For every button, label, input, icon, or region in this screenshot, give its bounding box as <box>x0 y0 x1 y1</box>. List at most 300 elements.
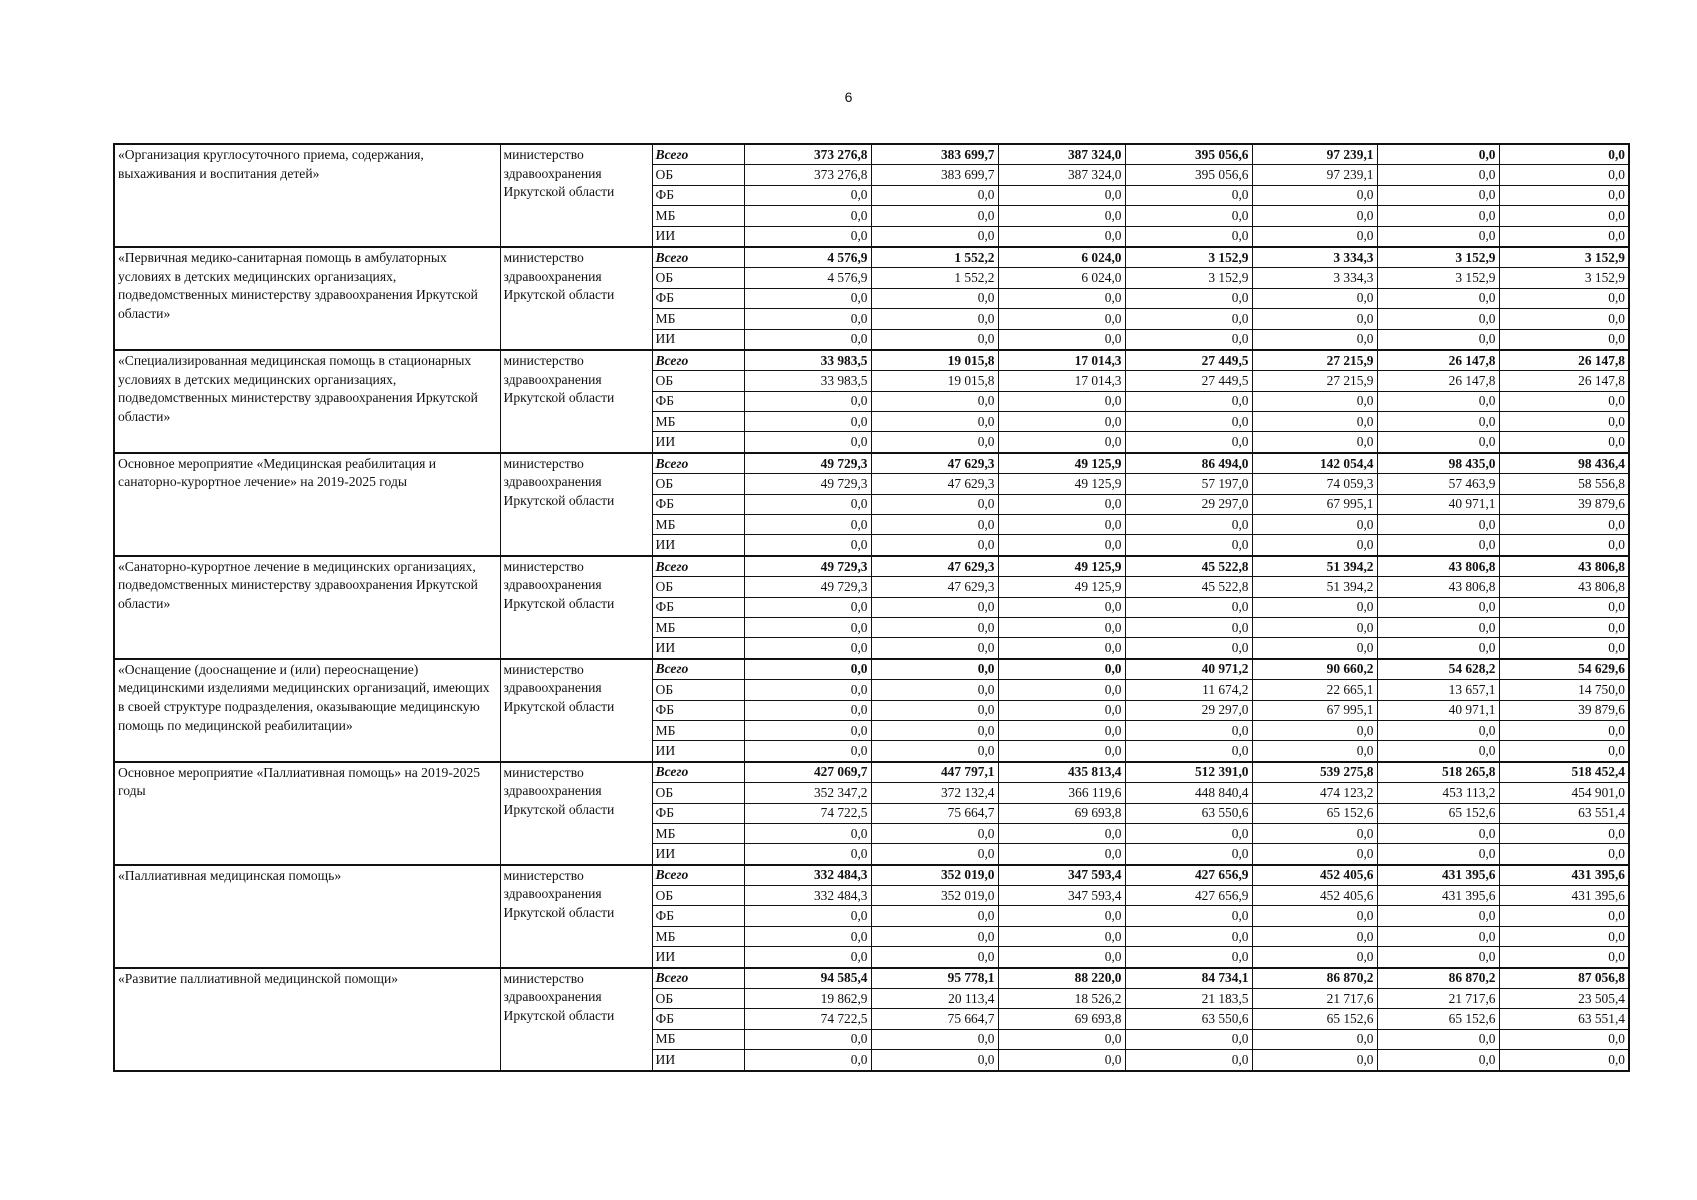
amount-cell: 0,0 <box>1252 309 1377 329</box>
funding-source: ИИ <box>652 226 744 247</box>
amount-cell: 27 449,5 <box>1125 350 1252 371</box>
budget-table <box>113 143 1630 1072</box>
amount-cell: 86 870,2 <box>1377 968 1499 989</box>
amount-cell: 0,0 <box>871 329 998 350</box>
funding-source: ОБ <box>652 474 744 494</box>
amount-cell: 33 983,5 <box>744 371 871 391</box>
amount-cell: 47 629,3 <box>871 474 998 494</box>
amount-cell: 383 699,7 <box>871 165 998 185</box>
amount-cell: 47 629,3 <box>871 577 998 597</box>
amount-cell: 0,0 <box>998 288 1125 308</box>
amount-cell: 0,0 <box>998 391 1125 411</box>
amount-cell: 27 215,9 <box>1252 350 1377 371</box>
table-row <box>114 247 1629 268</box>
funding-source: Всего <box>652 762 744 783</box>
amount-cell: 3 152,9 <box>1499 268 1629 288</box>
funding-source: ФБ <box>652 185 744 205</box>
amount-cell: 3 152,9 <box>1125 247 1252 268</box>
funding-source: ФБ <box>652 906 744 926</box>
amount-cell: 67 995,1 <box>1252 700 1377 720</box>
amount-cell: 1 552,2 <box>871 268 998 288</box>
amount-cell: 518 452,4 <box>1499 762 1629 783</box>
amount-cell: 0,0 <box>1252 515 1377 535</box>
amount-cell: 88 220,0 <box>998 968 1125 989</box>
amount-cell: 29 297,0 <box>1125 700 1252 720</box>
amount-cell: 0,0 <box>1252 720 1377 740</box>
funding-source: ИИ <box>652 638 744 659</box>
amount-cell: 0,0 <box>1377 515 1499 535</box>
amount-cell: 51 394,2 <box>1252 556 1377 577</box>
amount-cell: 0,0 <box>744 741 871 762</box>
amount-cell: 49 729,3 <box>744 453 871 474</box>
amount-cell: 387 324,0 <box>998 165 1125 185</box>
amount-cell: 17 014,3 <box>998 371 1125 391</box>
amount-cell: 0,0 <box>1499 165 1629 185</box>
amount-cell: 0,0 <box>1377 329 1499 350</box>
amount-cell: 0,0 <box>744 700 871 720</box>
amount-cell: 0,0 <box>1125 185 1252 205</box>
amount-cell: 65 152,6 <box>1252 1009 1377 1029</box>
table-row <box>114 144 1629 165</box>
funding-source: МБ <box>652 515 744 535</box>
amount-cell: 95 778,1 <box>871 968 998 989</box>
amount-cell: 0,0 <box>871 206 998 226</box>
funding-source: Всего <box>652 659 744 680</box>
amount-cell: 0,0 <box>1499 535 1629 556</box>
funding-source: МБ <box>652 720 744 740</box>
amount-cell: 39 879,6 <box>1499 494 1629 514</box>
amount-cell: 0,0 <box>744 535 871 556</box>
amount-cell: 0,0 <box>1377 206 1499 226</box>
amount-cell: 0,0 <box>1125 535 1252 556</box>
amount-cell: 6 024,0 <box>998 268 1125 288</box>
amount-cell: 43 806,8 <box>1499 577 1629 597</box>
amount-cell: 0,0 <box>1252 288 1377 308</box>
amount-cell: 3 152,9 <box>1499 247 1629 268</box>
amount-cell: 0,0 <box>1499 288 1629 308</box>
amount-cell: 431 395,6 <box>1377 886 1499 906</box>
amount-cell: 17 014,3 <box>998 350 1125 371</box>
executor-name: министерство здравоохранения Иркутской области <box>500 865 652 968</box>
amount-cell: 332 484,3 <box>744 886 871 906</box>
amount-cell: 23 505,4 <box>1499 989 1629 1009</box>
amount-cell: 18 526,2 <box>998 989 1125 1009</box>
amount-cell: 0,0 <box>1377 144 1499 165</box>
table-row <box>114 659 1629 680</box>
amount-cell: 0,0 <box>1125 947 1252 968</box>
amount-cell: 0,0 <box>1499 226 1629 247</box>
amount-cell: 3 152,9 <box>1377 268 1499 288</box>
amount-cell: 0,0 <box>1499 515 1629 535</box>
amount-cell: 0,0 <box>1499 432 1629 453</box>
amount-cell: 0,0 <box>744 391 871 411</box>
amount-cell: 0,0 <box>1499 144 1629 165</box>
amount-cell: 0,0 <box>1125 206 1252 226</box>
amount-cell: 0,0 <box>998 1050 1125 1071</box>
amount-cell: 0,0 <box>1252 823 1377 843</box>
amount-cell: 435 813,4 <box>998 762 1125 783</box>
amount-cell: 97 239,1 <box>1252 165 1377 185</box>
amount-cell: 0,0 <box>1499 844 1629 865</box>
amount-cell: 0,0 <box>998 906 1125 926</box>
amount-cell: 0,0 <box>998 700 1125 720</box>
amount-cell: 43 806,8 <box>1499 556 1629 577</box>
amount-cell: 19 015,8 <box>871 371 998 391</box>
amount-cell: 75 664,7 <box>871 1009 998 1029</box>
amount-cell: 0,0 <box>744 412 871 432</box>
amount-cell: 0,0 <box>1252 844 1377 865</box>
amount-cell: 0,0 <box>998 412 1125 432</box>
amount-cell: 0,0 <box>998 617 1125 637</box>
amount-cell: 75 664,7 <box>871 803 998 823</box>
funding-source: ОБ <box>652 165 744 185</box>
amount-cell: 0,0 <box>1499 741 1629 762</box>
amount-cell: 0,0 <box>871 906 998 926</box>
amount-cell: 0,0 <box>1499 638 1629 659</box>
amount-cell: 512 391,0 <box>1125 762 1252 783</box>
amount-cell: 518 265,8 <box>1377 762 1499 783</box>
amount-cell: 0,0 <box>871 185 998 205</box>
funding-source: ИИ <box>652 844 744 865</box>
amount-cell: 0,0 <box>871 617 998 637</box>
amount-cell: 0,0 <box>998 1029 1125 1049</box>
executor-name: министерство здравоохранения Иркутской области <box>500 556 652 659</box>
amount-cell: 97 239,1 <box>1252 144 1377 165</box>
amount-cell: 395 056,6 <box>1125 165 1252 185</box>
amount-cell: 0,0 <box>1499 185 1629 205</box>
amount-cell: 43 806,8 <box>1377 577 1499 597</box>
amount-cell: 372 132,4 <box>871 783 998 803</box>
amount-cell: 352 019,0 <box>871 886 998 906</box>
amount-cell: 26 147,8 <box>1499 371 1629 391</box>
amount-cell: 49 125,9 <box>998 577 1125 597</box>
amount-cell: 4 576,9 <box>744 247 871 268</box>
amount-cell: 395 056,6 <box>1125 144 1252 165</box>
funding-source: ИИ <box>652 1050 744 1071</box>
amount-cell: 0,0 <box>1252 226 1377 247</box>
amount-cell: 40 971,1 <box>1377 700 1499 720</box>
amount-cell: 0,0 <box>1377 309 1499 329</box>
amount-cell: 0,0 <box>1125 720 1252 740</box>
funding-source: ИИ <box>652 432 744 453</box>
amount-cell: 0,0 <box>998 823 1125 843</box>
amount-cell: 0,0 <box>998 185 1125 205</box>
amount-cell: 90 660,2 <box>1252 659 1377 680</box>
amount-cell: 0,0 <box>871 844 998 865</box>
amount-cell: 0,0 <box>1499 1050 1629 1071</box>
amount-cell: 0,0 <box>1125 617 1252 637</box>
amount-cell: 427 656,9 <box>1125 865 1252 886</box>
amount-cell: 39 879,6 <box>1499 700 1629 720</box>
amount-cell: 94 585,4 <box>744 968 871 989</box>
activity-name: Основное мероприятие «Медицинская реабилитация и санаторно-курортное лечение» на 2019-2025 годы <box>114 453 500 556</box>
amount-cell: 40 971,1 <box>1377 494 1499 514</box>
amount-cell: 0,0 <box>871 391 998 411</box>
amount-cell: 49 729,3 <box>744 556 871 577</box>
amount-cell: 0,0 <box>744 185 871 205</box>
amount-cell: 0,0 <box>998 515 1125 535</box>
amount-cell: 49 125,9 <box>998 453 1125 474</box>
amount-cell: 427 656,9 <box>1125 886 1252 906</box>
amount-cell: 86 870,2 <box>1252 968 1377 989</box>
amount-cell: 0,0 <box>998 741 1125 762</box>
funding-source: Всего <box>652 865 744 886</box>
amount-cell: 74 722,5 <box>744 1009 871 1029</box>
amount-cell: 0,0 <box>744 947 871 968</box>
executor-name: министерство здравоохранения Иркутской области <box>500 247 652 350</box>
amount-cell: 69 693,8 <box>998 1009 1125 1029</box>
amount-cell: 0,0 <box>1125 906 1252 926</box>
amount-cell: 0,0 <box>744 659 871 680</box>
table-row <box>114 762 1629 783</box>
table-row <box>114 556 1629 577</box>
amount-cell: 69 693,8 <box>998 803 1125 823</box>
activity-name: «Первичная медико-санитарная помощь в амбулаторных условиях в детских медицинских организациях, подведомственных министерству здравоохранения Иркутской области» <box>114 247 500 350</box>
amount-cell: 0,0 <box>1125 391 1252 411</box>
amount-cell: 21 717,6 <box>1377 989 1499 1009</box>
amount-cell: 0,0 <box>1125 226 1252 247</box>
amount-cell: 0,0 <box>1377 617 1499 637</box>
amount-cell: 0,0 <box>871 680 998 700</box>
amount-cell: 0,0 <box>998 535 1125 556</box>
amount-cell: 0,0 <box>1252 906 1377 926</box>
amount-cell: 0,0 <box>998 844 1125 865</box>
funding-source: МБ <box>652 309 744 329</box>
amount-cell: 0,0 <box>744 309 871 329</box>
amount-cell: 0,0 <box>1377 185 1499 205</box>
amount-cell: 49 729,3 <box>744 474 871 494</box>
funding-source: ОБ <box>652 886 744 906</box>
amount-cell: 0,0 <box>744 432 871 453</box>
amount-cell: 0,0 <box>871 432 998 453</box>
amount-cell: 0,0 <box>1377 288 1499 308</box>
table-body <box>114 144 1629 1071</box>
amount-cell: 448 840,4 <box>1125 783 1252 803</box>
amount-cell: 87 056,8 <box>1499 968 1629 989</box>
amount-cell: 0,0 <box>744 329 871 350</box>
amount-cell: 0,0 <box>744 1050 871 1071</box>
amount-cell: 0,0 <box>744 226 871 247</box>
amount-cell: 0,0 <box>744 617 871 637</box>
amount-cell: 0,0 <box>1499 329 1629 350</box>
amount-cell: 0,0 <box>1125 432 1252 453</box>
amount-cell: 0,0 <box>1252 741 1377 762</box>
amount-cell: 0,0 <box>1252 391 1377 411</box>
amount-cell: 0,0 <box>744 844 871 865</box>
amount-cell: 63 550,6 <box>1125 803 1252 823</box>
amount-cell: 0,0 <box>1499 1029 1629 1049</box>
amount-cell: 33 983,5 <box>744 350 871 371</box>
amount-cell: 0,0 <box>1252 412 1377 432</box>
amount-cell: 0,0 <box>998 494 1125 514</box>
funding-source: ФБ <box>652 1009 744 1029</box>
amount-cell: 0,0 <box>1125 638 1252 659</box>
amount-cell: 0,0 <box>1125 412 1252 432</box>
funding-source: ФБ <box>652 597 744 617</box>
amount-cell: 27 449,5 <box>1125 371 1252 391</box>
funding-source: МБ <box>652 412 744 432</box>
amount-cell: 58 556,8 <box>1499 474 1629 494</box>
activity-name: «Организация круглосуточного приема, содержания, выхаживания и воспитания детей» <box>114 144 500 247</box>
amount-cell: 427 069,7 <box>744 762 871 783</box>
amount-cell: 4 576,9 <box>744 268 871 288</box>
table-row <box>114 453 1629 474</box>
amount-cell: 0,0 <box>744 823 871 843</box>
amount-cell: 0,0 <box>1252 432 1377 453</box>
amount-cell: 57 197,0 <box>1125 474 1252 494</box>
executor-name: министерство здравоохранения Иркутской области <box>500 659 652 762</box>
amount-cell: 352 347,2 <box>744 783 871 803</box>
amount-cell: 27 215,9 <box>1252 371 1377 391</box>
amount-cell: 0,0 <box>1377 741 1499 762</box>
amount-cell: 0,0 <box>1125 741 1252 762</box>
amount-cell: 19 015,8 <box>871 350 998 371</box>
amount-cell: 74 059,3 <box>1252 474 1377 494</box>
amount-cell: 0,0 <box>1252 1029 1377 1049</box>
amount-cell: 0,0 <box>871 494 998 514</box>
activity-name: «Оснащение (дооснащение и (или) переоснащение) медицинскими изделиями медицинских организаций, имеющих в своей структуре подразделения, оказывающие медицинскую помощь по медицинской реабилитации» <box>114 659 500 762</box>
amount-cell: 0,0 <box>998 206 1125 226</box>
table-row <box>114 968 1629 989</box>
amount-cell: 63 551,4 <box>1499 1009 1629 1029</box>
amount-cell: 0,0 <box>998 638 1125 659</box>
amount-cell: 142 054,4 <box>1252 453 1377 474</box>
amount-cell: 0,0 <box>1377 412 1499 432</box>
amount-cell: 51 394,2 <box>1252 577 1377 597</box>
amount-cell: 0,0 <box>1252 1050 1377 1071</box>
amount-cell: 26 147,8 <box>1499 350 1629 371</box>
funding-source: Всего <box>652 144 744 165</box>
amount-cell: 49 125,9 <box>998 556 1125 577</box>
executor-name: министерство здравоохранения Иркутской области <box>500 762 652 865</box>
amount-cell: 0,0 <box>1252 947 1377 968</box>
amount-cell: 0,0 <box>998 926 1125 946</box>
amount-cell: 0,0 <box>1125 926 1252 946</box>
amount-cell: 0,0 <box>998 680 1125 700</box>
amount-cell: 0,0 <box>1499 309 1629 329</box>
amount-cell: 0,0 <box>744 515 871 535</box>
executor-name: министерство здравоохранения Иркутской области <box>500 968 652 1071</box>
amount-cell: 0,0 <box>1377 391 1499 411</box>
amount-cell: 0,0 <box>1499 206 1629 226</box>
amount-cell: 0,0 <box>744 288 871 308</box>
amount-cell: 0,0 <box>1499 391 1629 411</box>
amount-cell: 0,0 <box>1125 597 1252 617</box>
amount-cell: 21 717,6 <box>1252 989 1377 1009</box>
funding-source: ОБ <box>652 577 744 597</box>
funding-source: ОБ <box>652 989 744 1009</box>
amount-cell: 63 550,6 <box>1125 1009 1252 1029</box>
amount-cell: 49 125,9 <box>998 474 1125 494</box>
amount-cell: 13 657,1 <box>1377 680 1499 700</box>
amount-cell: 431 395,6 <box>1377 865 1499 886</box>
amount-cell: 0,0 <box>1499 412 1629 432</box>
amount-cell: 0,0 <box>871 741 998 762</box>
amount-cell: 3 334,3 <box>1252 247 1377 268</box>
amount-cell: 0,0 <box>1377 947 1499 968</box>
funding-source: ИИ <box>652 947 744 968</box>
activity-name: «Паллиативная медицинская помощь» <box>114 865 500 968</box>
amount-cell: 0,0 <box>1377 720 1499 740</box>
amount-cell: 0,0 <box>998 597 1125 617</box>
amount-cell: 0,0 <box>1252 926 1377 946</box>
funding-source: ОБ <box>652 680 744 700</box>
amount-cell: 0,0 <box>871 515 998 535</box>
amount-cell: 26 147,8 <box>1377 350 1499 371</box>
amount-cell: 452 405,6 <box>1252 886 1377 906</box>
funding-source: Всего <box>652 247 744 268</box>
amount-cell: 20 113,4 <box>871 989 998 1009</box>
amount-cell: 54 628,2 <box>1377 659 1499 680</box>
funding-source: МБ <box>652 206 744 226</box>
amount-cell: 0,0 <box>1252 638 1377 659</box>
funding-source: Всего <box>652 968 744 989</box>
table-row <box>114 865 1629 886</box>
funding-source: ФБ <box>652 391 744 411</box>
amount-cell: 0,0 <box>871 309 998 329</box>
amount-cell: 0,0 <box>1125 1050 1252 1071</box>
amount-cell: 0,0 <box>1499 926 1629 946</box>
amount-cell: 3 152,9 <box>1377 247 1499 268</box>
amount-cell: 1 552,2 <box>871 247 998 268</box>
amount-cell: 0,0 <box>871 412 998 432</box>
amount-cell: 0,0 <box>1377 844 1499 865</box>
amount-cell: 65 152,6 <box>1377 803 1499 823</box>
amount-cell: 65 152,6 <box>1377 1009 1499 1029</box>
amount-cell: 0,0 <box>1499 617 1629 637</box>
funding-source: ОБ <box>652 371 744 391</box>
amount-cell: 0,0 <box>1125 844 1252 865</box>
amount-cell: 57 463,9 <box>1377 474 1499 494</box>
amount-cell: 431 395,6 <box>1499 865 1629 886</box>
amount-cell: 0,0 <box>1252 535 1377 556</box>
amount-cell: 0,0 <box>1377 1050 1499 1071</box>
amount-cell: 0,0 <box>1252 597 1377 617</box>
amount-cell: 539 275,8 <box>1252 762 1377 783</box>
amount-cell: 0,0 <box>871 597 998 617</box>
funding-source: Всего <box>652 556 744 577</box>
amount-cell: 0,0 <box>871 1029 998 1049</box>
amount-cell: 0,0 <box>1125 823 1252 843</box>
amount-cell: 347 593,4 <box>998 886 1125 906</box>
activity-name: «Развитие паллиативной медицинской помощи» <box>114 968 500 1071</box>
amount-cell: 0,0 <box>1377 535 1499 556</box>
amount-cell: 0,0 <box>1377 926 1499 946</box>
amount-cell: 0,0 <box>871 226 998 247</box>
amount-cell: 0,0 <box>1499 720 1629 740</box>
amount-cell: 0,0 <box>998 329 1125 350</box>
amount-cell: 373 276,8 <box>744 144 871 165</box>
amount-cell: 54 629,6 <box>1499 659 1629 680</box>
amount-cell: 65 152,6 <box>1252 803 1377 823</box>
funding-source: ФБ <box>652 803 744 823</box>
amount-cell: 22 665,1 <box>1252 680 1377 700</box>
amount-cell: 0,0 <box>744 906 871 926</box>
funding-source: МБ <box>652 823 744 843</box>
amount-cell: 0,0 <box>744 638 871 659</box>
amount-cell: 0,0 <box>871 823 998 843</box>
amount-cell: 0,0 <box>1377 226 1499 247</box>
amount-cell: 0,0 <box>871 700 998 720</box>
amount-cell: 0,0 <box>1377 597 1499 617</box>
amount-cell: 0,0 <box>871 659 998 680</box>
table-row <box>114 350 1629 371</box>
amount-cell: 0,0 <box>1252 185 1377 205</box>
amount-cell: 0,0 <box>744 206 871 226</box>
amount-cell: 0,0 <box>1377 823 1499 843</box>
amount-cell: 452 405,6 <box>1252 865 1377 886</box>
amount-cell: 0,0 <box>1499 823 1629 843</box>
